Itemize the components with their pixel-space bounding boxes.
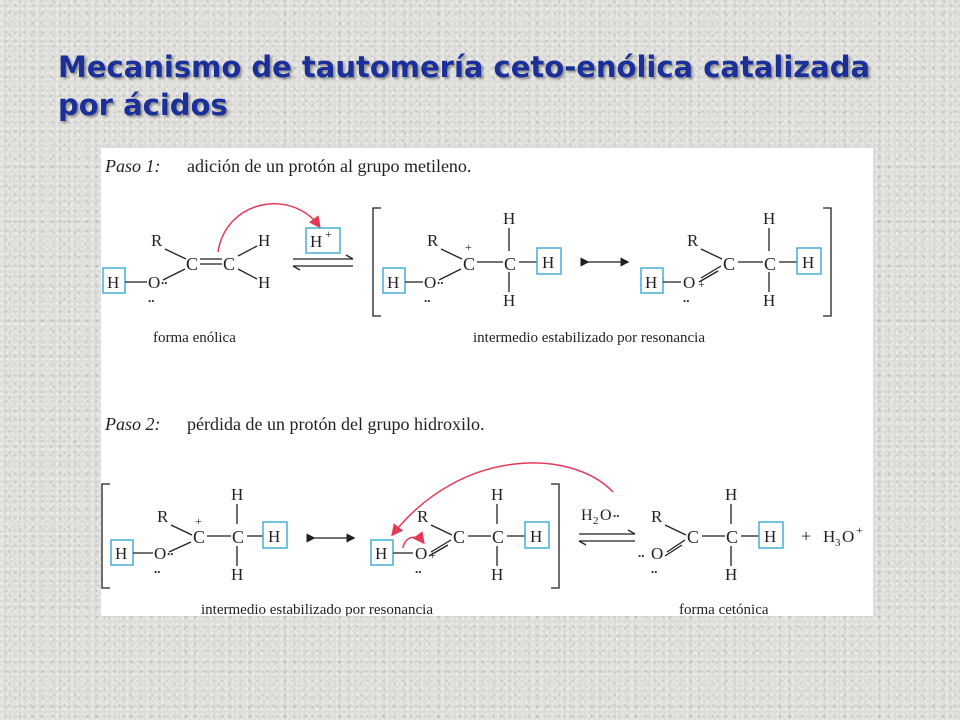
svg-text:H: H <box>763 209 776 228</box>
svg-text:H: H <box>115 544 128 563</box>
svg-text:O: O <box>424 273 437 292</box>
plus-sign: + <box>801 526 812 546</box>
svg-text:H: H <box>491 485 504 504</box>
step1-description: adición de un protón al grupo metileno. <box>187 156 472 176</box>
svg-text:+: + <box>465 240 472 254</box>
svg-text:..: .. <box>154 561 161 576</box>
svg-text:..: .. <box>683 290 690 305</box>
svg-text:H: H <box>491 565 504 584</box>
svg-text:H: H <box>387 273 400 292</box>
proton-h: H <box>310 232 323 251</box>
atom-h: H <box>107 273 120 292</box>
atom-c: C <box>186 254 199 274</box>
slide-title: Mecanismo de tautomería ceto-enólica catalizada por ácidos <box>58 50 871 122</box>
svg-text:C: C <box>723 254 736 274</box>
svg-text:C: C <box>764 254 777 274</box>
lone-pair: .. <box>161 272 168 287</box>
equilibrium-arrow <box>293 255 353 270</box>
svg-text:C: C <box>193 527 206 547</box>
mechanism-diagram <box>101 148 873 616</box>
svg-text:H: H <box>542 253 555 272</box>
svg-text:C: C <box>232 527 245 547</box>
svg-text:R: R <box>427 231 439 250</box>
keto-form-caption: forma cetónica <box>679 602 769 616</box>
svg-text:+: + <box>195 514 202 528</box>
svg-text:R: R <box>417 507 429 526</box>
resonance-caption: intermedio estabilizado por resonancia <box>201 602 433 616</box>
atom-h: H <box>258 273 271 292</box>
svg-text:H: H <box>503 291 516 310</box>
keto-structure <box>638 485 783 584</box>
svg-text:C: C <box>687 527 700 547</box>
bracket-left <box>373 208 381 316</box>
svg-text:H: H <box>823 527 836 546</box>
atom-r: R <box>151 231 163 250</box>
svg-text:H: H <box>375 544 388 563</box>
oxonium-intermediate <box>641 209 821 310</box>
equilibrium-arrow <box>579 530 635 545</box>
svg-text:C: C <box>504 254 517 274</box>
mechanism-figure <box>101 148 873 616</box>
step1-label: Paso 1: <box>105 156 161 176</box>
atom-h: H <box>258 231 271 250</box>
svg-text:..: .. <box>167 543 174 558</box>
svg-text:O: O <box>683 273 696 292</box>
atom-o: O <box>148 273 161 292</box>
svg-text:H: H <box>268 527 281 546</box>
svg-text:..: .. <box>424 290 431 305</box>
svg-text:H: H <box>725 485 738 504</box>
svg-text:..: .. <box>651 561 658 576</box>
atom-c: C <box>223 254 236 274</box>
svg-text:..: .. <box>437 272 444 287</box>
svg-text:..: .. <box>638 545 645 560</box>
svg-text:+: + <box>429 548 436 562</box>
svg-text:C: C <box>492 527 505 547</box>
lone-pair: .. <box>148 290 155 305</box>
svg-text:H: H <box>764 527 777 546</box>
svg-text:O: O <box>415 544 428 563</box>
svg-text:C: C <box>463 254 476 274</box>
svg-text:O: O <box>154 544 167 563</box>
svg-text:O: O <box>651 544 664 563</box>
svg-text:H: H <box>725 565 738 584</box>
oxonium-intermediate <box>371 485 549 584</box>
svg-text:..: .. <box>415 561 422 576</box>
svg-text:+: + <box>698 277 705 291</box>
enol-structure <box>103 204 319 305</box>
enol-form-caption: forma enólica <box>153 330 236 346</box>
svg-text:..: .. <box>613 505 620 520</box>
svg-text:H: H <box>645 273 658 292</box>
svg-text:O: O <box>600 507 612 524</box>
carbocation-intermediate <box>111 485 287 584</box>
water-molecule <box>581 505 620 527</box>
svg-text:C: C <box>726 527 739 547</box>
bracket-left <box>102 484 110 588</box>
svg-text:H: H <box>231 485 244 504</box>
svg-text:R: R <box>157 507 169 526</box>
svg-text:H: H <box>231 565 244 584</box>
svg-text:H: H <box>802 253 815 272</box>
carbocation-intermediate <box>383 209 561 310</box>
svg-text:H: H <box>530 527 543 546</box>
svg-text:O: O <box>842 527 855 546</box>
svg-text:R: R <box>687 231 699 250</box>
step2-description: pérdida de un protón del grupo hidroxilo. <box>187 414 485 434</box>
hydronium-ion <box>823 523 863 549</box>
bracket-right <box>551 484 559 588</box>
svg-text:3: 3 <box>835 537 841 549</box>
plus-sign: + <box>325 227 332 241</box>
svg-text:C: C <box>453 527 466 547</box>
svg-text:2: 2 <box>593 515 599 527</box>
svg-text:+: + <box>856 523 863 537</box>
bracket-right <box>823 208 831 316</box>
svg-text:R: R <box>651 507 663 526</box>
step2-label: Paso 2: <box>105 414 161 434</box>
svg-text:H: H <box>581 507 593 524</box>
svg-text:H: H <box>763 291 776 310</box>
svg-text:H: H <box>503 209 516 228</box>
resonance-caption: intermedio estabilizado por resonancia <box>473 330 705 346</box>
